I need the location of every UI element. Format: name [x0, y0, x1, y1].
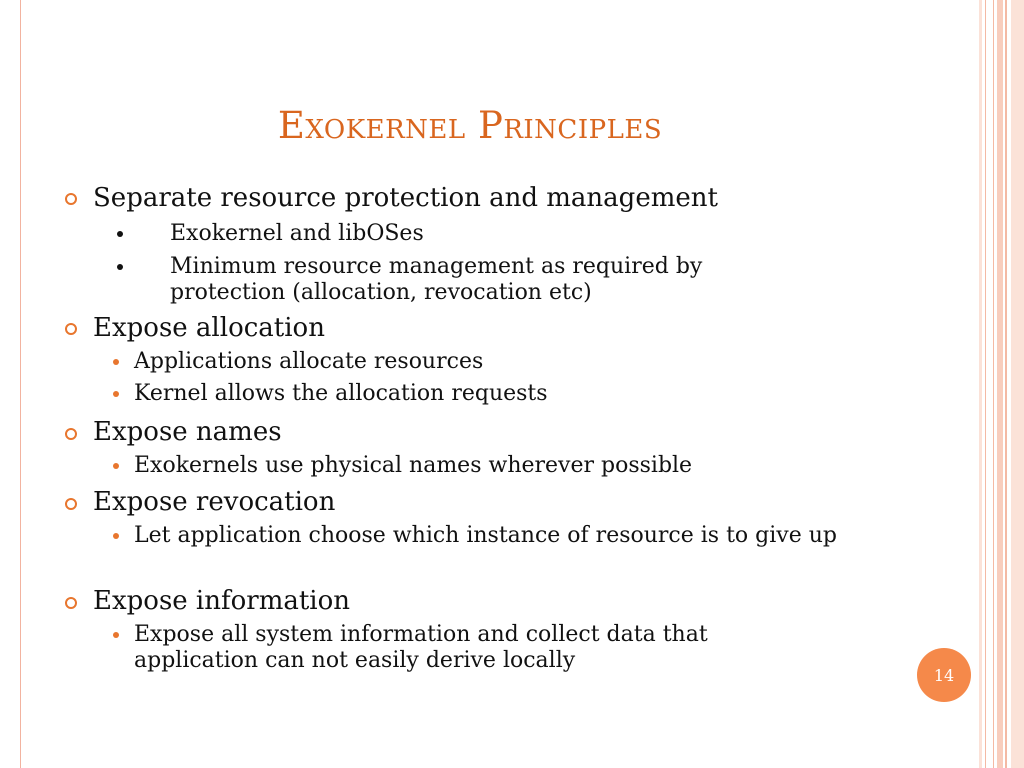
- sub-bullet-item: Expose all system information and collect data that application can not easily derive locally: [134, 622, 708, 673]
- ring-bullet-icon: [65, 193, 77, 205]
- ring-bullet-icon: [65, 597, 77, 609]
- ring-bullet-icon: [65, 323, 77, 335]
- sub-bullet-item: Applications allocate resources: [134, 349, 484, 374]
- sub-bullet-item: Let application choose which instance of resource is to give up: [134, 523, 837, 548]
- dot-bullet-icon: [113, 391, 119, 397]
- dot-bullet-icon: [113, 533, 119, 539]
- ring-bullet-icon: [65, 428, 77, 440]
- page-number-badge: 14: [917, 648, 971, 702]
- bullet-item: Expose information: [93, 586, 351, 616]
- stripe: [997, 0, 1003, 768]
- dot-bullet-icon: [113, 359, 119, 365]
- dot-bullet-icon: [117, 231, 123, 237]
- bullet-item: Expose revocation: [93, 487, 336, 517]
- sub-bullet-item: Exokernels use physical names wherever possible: [134, 453, 693, 478]
- bullet-item: Expose names: [93, 417, 282, 447]
- stripe: [1011, 0, 1024, 768]
- stripe: [979, 0, 982, 768]
- sub-bullet-item: Kernel allows the allocation requests: [134, 381, 548, 406]
- stripe: [1005, 0, 1007, 768]
- bullet-item: Separate resource protection and management: [93, 183, 718, 213]
- slide-title: Exokernel Principles: [277, 104, 663, 147]
- dot-bullet-icon: [117, 264, 123, 270]
- sub-bullet-item: Exokernel and libOSes: [170, 221, 424, 246]
- stripe: [993, 0, 994, 768]
- right-decorative-stripes: [979, 0, 1024, 768]
- sub-bullet-item: Minimum resource management as required by protection (allocation, revocation etc): [170, 254, 703, 305]
- ring-bullet-icon: [65, 498, 77, 510]
- stripe: [985, 0, 986, 768]
- dot-bullet-icon: [113, 632, 119, 638]
- dot-bullet-icon: [113, 463, 119, 469]
- bullet-item: Expose allocation: [93, 313, 325, 343]
